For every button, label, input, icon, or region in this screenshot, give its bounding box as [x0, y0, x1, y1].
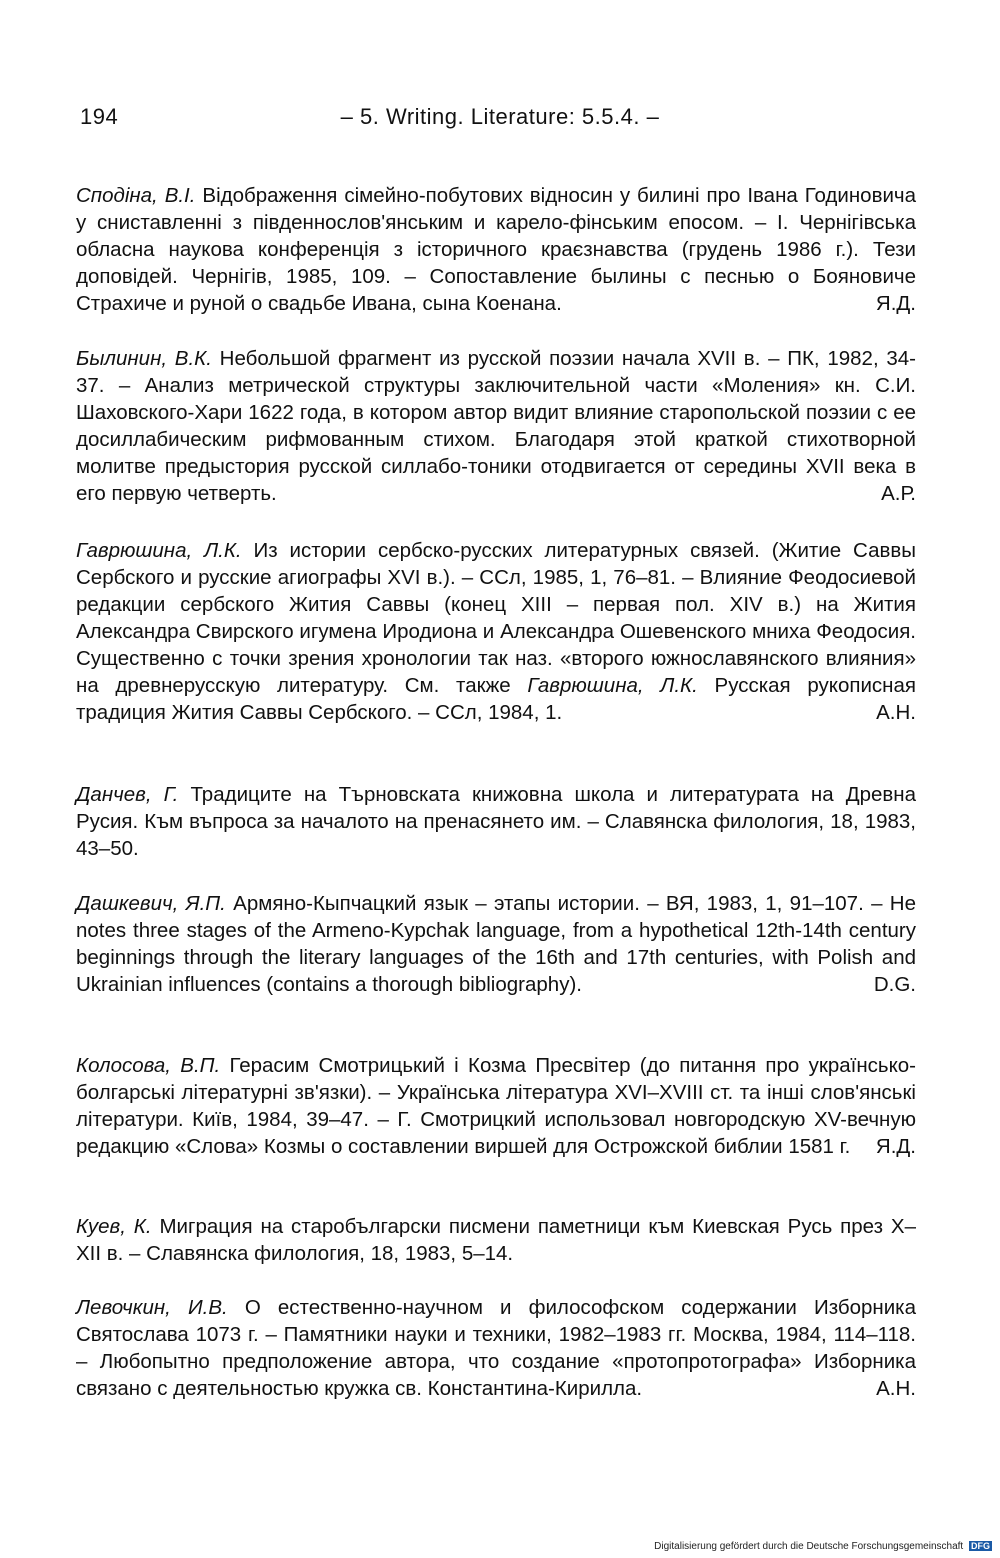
reviewer-initials: А.Н.	[876, 1377, 916, 1400]
entry-author: Левочкин, И.В.	[76, 1296, 228, 1319]
digitization-credit	[654, 1541, 992, 1552]
entry-author: Гаврюшина, Л.К.	[76, 539, 242, 562]
entry-author: Былинин, В.К.	[76, 347, 212, 370]
entry-author: Дашкевич, Я.П.	[76, 892, 226, 915]
entry-text: Герасим Смотрицький і Козма Пресвітер (до питання про українсько-болгарські літературні зв'язки). – Українська література XVI–XVIII ст. та інші слов'янські літератури. Київ, 1984, 39–47. – Г. Смотрицкий использовал новгородскую XV-вечную редакцию «Слова» Козмы о составлении виршей для Острожской библии 1581 г.	[76, 1054, 916, 1158]
entry-text: Небольшой фрагмент из русской поэзии начала XVII в. – ПК, 1982, 34-37. – Анализ метрической структуры заключительной части «Моления» кн. С.И. Шаховского-Хари 1622 года, в котором автор видит влияние старопольской поэзии с ее досиллабическим рифмованным стихом. Благодаря этой краткой стихотворной молитве предыстория русской силлабо-тоники отодвигается от середины XVII века в его первую четверть.	[76, 347, 917, 505]
entry-text: Из истории сербско-русских литературных связей. (Житие Саввы Сербского и русские агиографы XVI в.). – ССл, 1985, 1, 76–81. – Влияние Феодосиевой редакции сербского Жития Саввы (конец XIII – первая пол. XIV в.) на Жития Александра Свирского игумена Иродиона и Александра Ошевенского мниха Феодосия. Существенно с точки зрения хронологии так наз. «второго южнославянского влияния» на древнерусскую литературу. См. также	[76, 539, 916, 697]
bibliography-entry	[76, 1294, 916, 1402]
bibliography-entry	[76, 345, 916, 507]
page-number: 194	[80, 104, 119, 129]
bibliography-entry	[76, 781, 916, 862]
credit-text: Digitalisierung gefördert durch die Deutsche Forschungsgemeinschaft	[654, 1541, 964, 1552]
running-head: – 5. Writing. Literature: 5.5.4. –	[340, 104, 660, 129]
bibliography-entry	[76, 182, 916, 317]
dfg-logo: DFG	[971, 1541, 990, 1552]
entry-text: Відображення сімейно-побутових відносин у билині про Івана Годиновича у сниставленні з південнослов'янським и карело-фінським епосом. – І. Чернігівська обласна наукова конференція з історичного краєзнавства (грудень 1986 г.). Тези доповідей. Чернігів, 1985, 109. – Сопоставление былины с песнью о Бояновиче Страхиче и руной о свадьбе Ивана, сына Коенана.	[76, 184, 916, 315]
bibliography-entry	[76, 1213, 916, 1267]
entry-author: Колосова, В.П.	[76, 1054, 221, 1077]
reviewer-initials: А.Р.	[881, 482, 916, 505]
entry-text: О естественно-научном и философском содержании Изборника Святослава 1073 г. – Памятники науки и техники, 1982–1983 гг. Москва, 1984, 114–118. – Любопытно предположение автора, что создание «протопротографа» Изборника связано с деятельностью кружка св. Константина-Кирилла.	[76, 1296, 916, 1400]
entry-author: Данчев, Г.	[76, 783, 179, 806]
bibliography-entry	[76, 890, 916, 998]
reviewer-initials: Я.Д.	[875, 1135, 916, 1158]
entry-text: Миграция на старобългарски писмени паметници към Киевская Русь през X–XII в. – Славянска филология, 18, 1983, 5–14.	[76, 1215, 916, 1265]
entry-text: Традиците на Търновската книжовна школа и литературата на Древна Русия. Към въпроса за началото на пренасянето им. – Славянска филология, 18, 1983, 43–50.	[76, 783, 916, 860]
bibliography-entry	[76, 1052, 916, 1160]
bibliography-entry	[76, 537, 916, 726]
entry-author: Куев, К.	[76, 1215, 152, 1238]
reviewer-initials: D.G.	[873, 973, 916, 996]
reviewer-initials: А.Н.	[876, 701, 916, 724]
reviewer-initials: Я.Д.	[875, 292, 916, 315]
entry-author: Сподіна, В.І.	[76, 184, 196, 207]
entry-text: Армяно-Кыпчацкий язык – этапы истории. – ВЯ, 1983, 1, 91–107. – He notes three stages of the Armeno-Kypchak language, from a hypothetical 12th-14th century beginnings through the literary languages of the 16th and 17th centuries, with Polish and Ukrainian influences (contains a thorough bibliography).	[76, 892, 916, 996]
entry-crossref-author: Гаврюшина, Л.К.	[527, 674, 698, 697]
entry-crossref-text: Русская рукописная традиция Жития Саввы Сербского. – ССл, 1984, 1.	[76, 674, 916, 724]
